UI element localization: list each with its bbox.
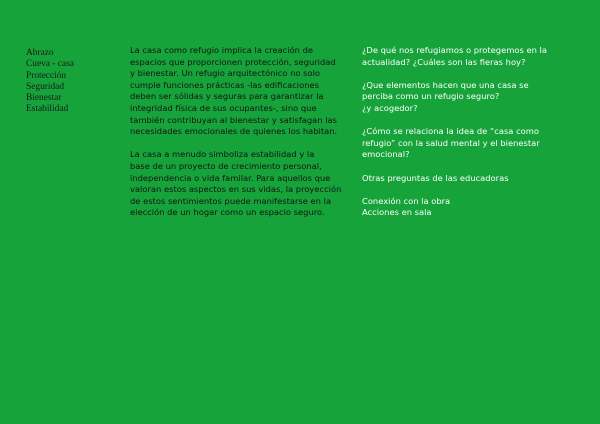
keywords-list bbox=[26, 48, 116, 116]
body-paragraph-1: La casa como refugio implica la creación de espacios que proporcionen protección, seguridad y bienestar. Un refugio arquitectónico no solo cumple funciones prácticas -las edificaciones deben ser sólidas y seguras para garantizar la integridad física de sus ocupantes-, sino que también contribuyan al bienestar y satisfagan las necesidades emocionales de quienes los habitan. bbox=[130, 45, 338, 137]
keyword-item: Seguridad bbox=[26, 81, 65, 92]
connection-heading: Conexión con la obra bbox=[362, 195, 451, 206]
question-2: ¿Que elementos hacen que una casa se perciba como un refugio seguro? ¿y acogedor? bbox=[362, 79, 529, 113]
question-3: ¿Cómo se relaciona la idea de “casa como refugio” con la salud mental y el bienestar emocional? bbox=[362, 126, 540, 160]
keyword-item: Estabilidad bbox=[26, 104, 69, 115]
actions-heading: Acciones en sala bbox=[362, 207, 432, 218]
question-1: ¿De qué nos refugiamos o protegemos en la actualidad? ¿Cuáles son las fieras hoy? bbox=[362, 45, 547, 67]
other-questions-heading: Otras preguntas de las educadoras bbox=[362, 172, 509, 183]
keyword-item: Abrazo bbox=[26, 48, 54, 58]
questions-column bbox=[362, 45, 562, 231]
keyword-item: Cueva - casa bbox=[26, 59, 74, 70]
keyword-item: Bienestar bbox=[26, 93, 62, 104]
body-text-column bbox=[130, 45, 345, 231]
keyword-item: Protección bbox=[26, 70, 67, 81]
body-paragraph-2: La casa a menudo simboliza estabilidad y la base de un proyecto de crecimiento personal, independencia o vida familar. Para aquellos que valoran estos aspectos en sus vidas, la proyección de estos sentimientos puede manifestarse en la elección de un hogar como un espacio seguro. bbox=[130, 149, 342, 218]
